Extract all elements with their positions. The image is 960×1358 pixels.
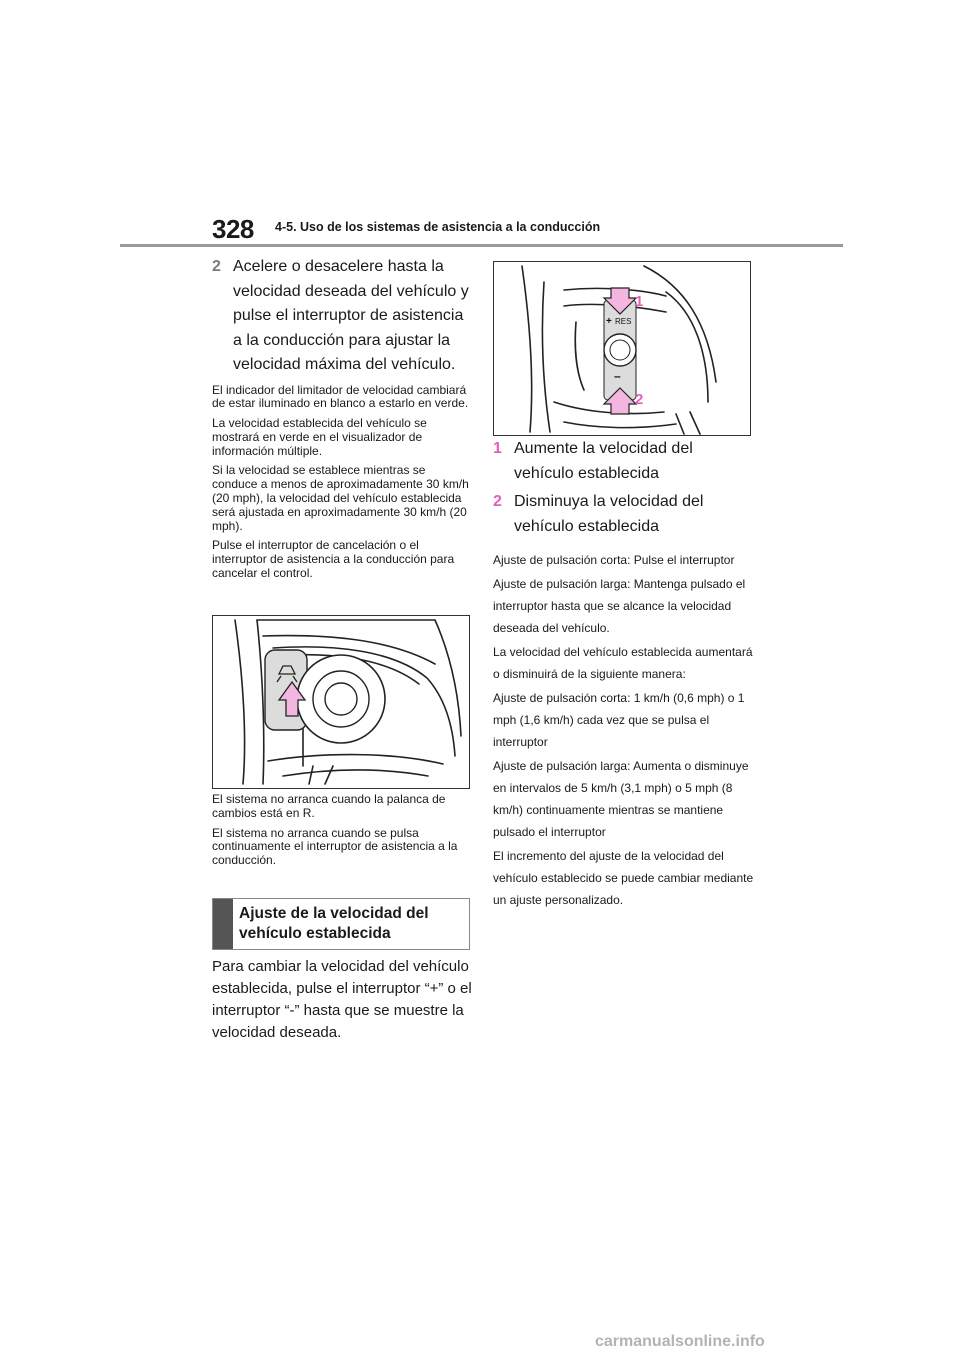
step-number: 2 [212,258,221,275]
para-short-press-increment: Ajuste de pulsación corta: 1 km/h (0,6 mph) o 1 mph (1,6 km/h) cada vez que se pulsa el interruptor [493,691,745,749]
item-text: Aumente la velocidad del vehículo establecida [514,440,693,482]
right-column [493,437,755,913]
para-long-press: Ajuste de pulsación larga: Mantenga pulsado el interruptor hasta que se alcance la velocidad deseada del vehículo. [493,577,746,635]
para-customization: El incremento del ajuste de la velocidad del vehículo establecido se puede cambiar mediante un ajuste personalizado. [493,849,754,907]
step-text: Acelere o desacelere hasta la velocidad deseada del vehículo y pulse el interruptor de asistencia a la conducción para ajustar la velocidad máxima del vehículo. [233,258,469,373]
subheading-set-speed [212,898,470,950]
round-switch [297,655,385,743]
para-short-press: Ajuste de pulsación corta: Pulse el interruptor [493,553,735,567]
watermark: carmanualsonline.info [595,1333,765,1350]
wheel-rim-line [235,620,245,784]
item-text: Disminuya la velocidad del vehículo establecida [514,493,704,535]
plus-label: + [606,316,612,327]
subheading-text: Ajuste de la velocidad del vehículo establecida [239,905,429,942]
item-decrease [493,490,755,539]
figure-driving-assist-switch [212,615,470,789]
note-minimum-speed: Si la velocidad se establece mientras se conduce a menos de aproximadamente 30 km/h (20 mph), la velocidad del vehículo establecida será ajustada en aproximadamente 30 km/h (20 mph). [212,463,469,533]
note-speed-display: La velocidad establecida del vehículo se mostrará en verde en el visualizador de información múltiple. [212,416,427,458]
item-increase [493,437,755,486]
minus-label: – [614,369,621,383]
note-reverse-gear: El sistema no arranca cuando la palanca de cambios está en R. [212,792,446,820]
header-rule [120,244,843,247]
note-continuous-press: El sistema no arranca cuando se pulsa continuamente el interruptor de asistencia a la conducción. [212,825,458,868]
item-number: 1 [493,440,502,457]
para-long-press-increment: Ajuste de pulsación larga: Aumenta o disminuye en intervalos de 5 km/h (3,1 mph) o 5 mph (8 km/h) continuamente mientras se mantiene pulsado el interruptor [493,759,749,839]
item-number: 2 [493,493,502,510]
body-change-speed: Para cambiar la velocidad del vehículo establecida, pulse el interruptor “+” o el interruptor “-” hasta que se muestre la velocidad deseada. [212,958,472,1041]
step-2 [212,255,472,378]
page-number: 328 [212,214,254,244]
section-title: 4-5. Uso de los sistemas de asistencia a la conducción [275,220,601,234]
callout-2: 2 [635,391,644,408]
res-label: RES [615,317,632,326]
para-change-manner: La velocidad del vehículo establecida aumentará o disminuirá de la siguiente manera: [493,645,753,681]
left-column [212,255,472,581]
note-cancel: Pulse el interruptor de cancelación o el interruptor de asistencia a la conducción para cancelar el control. [212,538,455,581]
callout-1: 1 [635,293,644,310]
heading-bar [213,899,233,949]
note-limiter-indicator: El indicador del limitador de velocidad cambiará de estar iluminado en blanco a estarlo en verde. [212,382,469,411]
notes-after-figure [212,793,472,868]
figure-res-switch [493,261,751,436]
